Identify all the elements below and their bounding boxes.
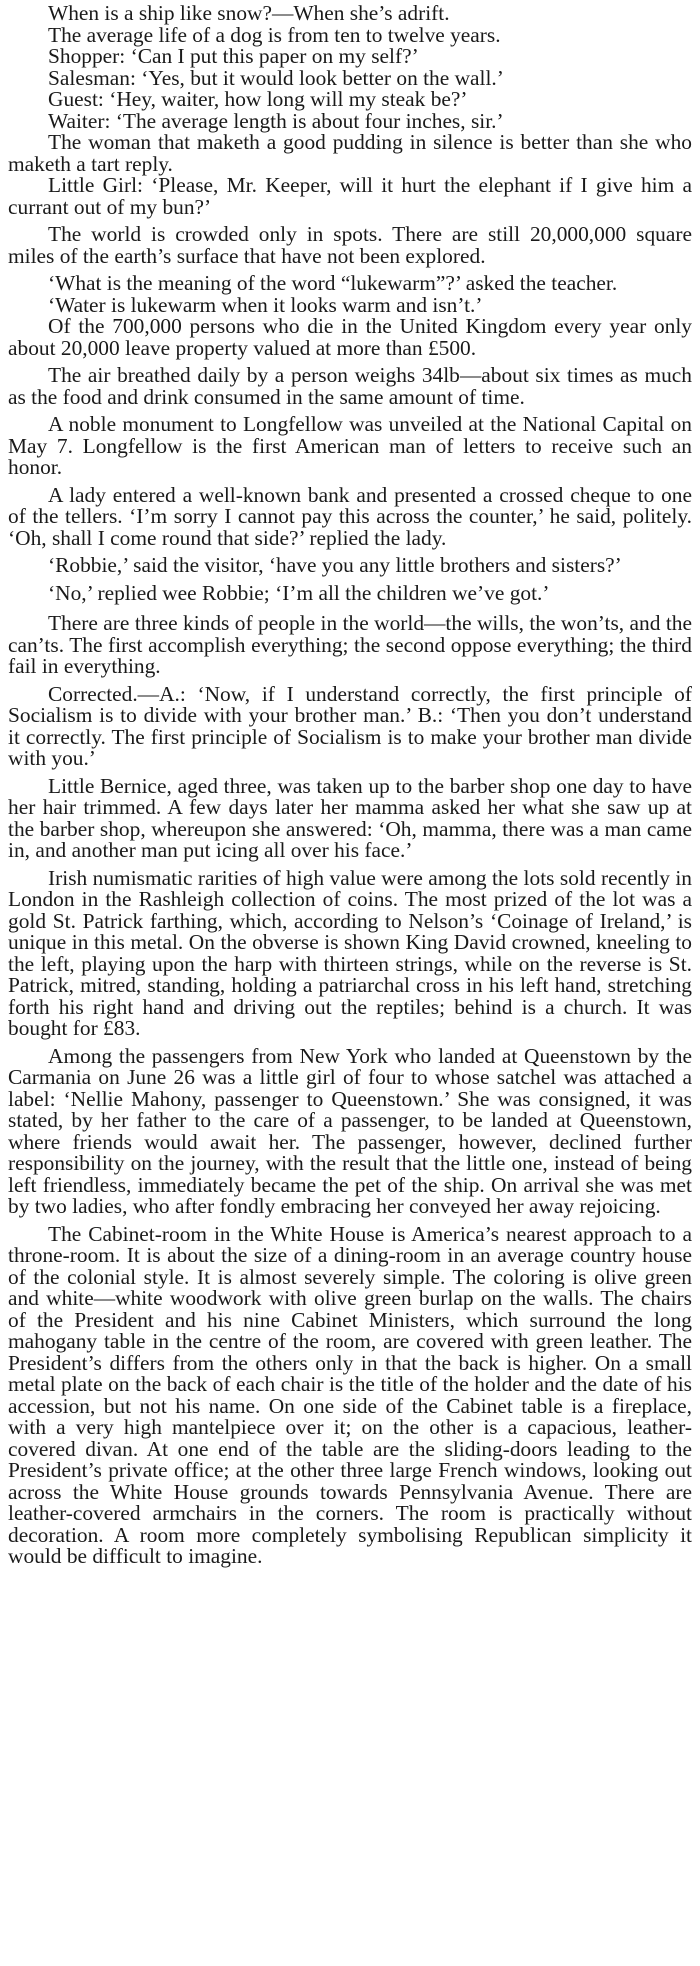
paragraph-bernice-barber: Little Bernice, aged three, was taken up to the barber shop one day to have her hair trimmed. A few days later her mamma asked her what she saw up at the barber shop, whereupon she answered: ‘Oh, mamma, there was a man came in, and another man put icing all over his face.’	[8, 773, 692, 862]
paragraph-unexplored-earth: The world is crowded only in spots. There are still 20,000,000 square miles of the earth’s surface that have not been explored.	[8, 222, 692, 268]
paragraph-longfellow-monument: A noble monument to Longfellow was unveiled at the National Capital on May 7. Longfellow is the first American man of letters to receive such an honor.	[8, 412, 692, 479]
paragraph-guest-line: Guest: ‘Hey, waiter, how long will my steak be?’	[48, 87, 468, 111]
paragraph-nellie-mahony: Among the passengers from New York who landed at Queenstown by the Carmania on June 26 was a little girl of four to whose satchel was attached a label: ‘Nellie Mahony, passenger to Queenstown.’ She was consigned, it was stated, by her father to the care of a passenger, to be landed at Queenstown, where friends would await her. The passenger, however, declined further responsibility on the journey, with the result that the little one, instead of being left friendless, immediately became the pet of the ship. On arrival she was met by two ladies, who after fondly embracing her conveyed her away rejoicing.	[8, 1043, 692, 1218]
paragraph-crossed-cheque: A lady entered a well-known bank and presented a crossed cheque to one of the tellers. ‘I’m sorry I cannot pay this across the counter,’ he said, politely. ‘Oh, shall I come round that side?’ replied the lady.	[8, 482, 692, 550]
paragraph-dog-life: The average life of a dog is from ten to twelve years.	[48, 22, 501, 47]
paragraph-elephant-bun: Little Girl: ‘Please, Mr. Keeper, will it hurt the elephant if I give him a currant out of my bun?’	[8, 173, 692, 219]
paragraph-shopper-line: Shopper: ‘Can I put this paper on my self?’	[48, 44, 419, 68]
paragraph-robbie-answer: ‘No,’ replied wee Robbie; ‘I’m all the children we’ve got.’	[48, 580, 550, 605]
paragraph-cabinet-room: The Cabinet-room in the White House is America’s nearest approach to a throne-room. It is about the size of a dining-room in an average country house of the colonial style. It is almost severely simple. The coloring is olive green and white—white woodwork with olive green burlap on the walls. The chairs of the President and his nine Cabinet Ministers, which surround the long mahogany table in the centre of the room, are covered with green leather. The President’s differs from the others only in that the back is higher. On a small metal plate on the back of each chair is the title of the holder and the date of his accession, but not his name. On one side of the Cabinet table is a fireplace, with a very high mantelpiece over it; on the other is a capacious, leather-covered divan. At one end of the table are the sliding-doors leading to the President’s private office; at the other three large French windows, looking out across the White House grounds towards Pennsylvania Avenue. There are leather-covered armchairs in the corners. The room is practically without decoration. A room more completely symbolising Republican simplicity it would be difficult to imagine.	[8, 1221, 692, 1568]
paragraph-salesman-line: Salesman: ‘Yes, but it would look better on the wall.’	[48, 65, 504, 90]
paragraph-socialism-corrected: Corrected.—A.: ‘Now, if I understand correctly, the first principle of Socialism is to divide with your brother man.’ B.: ‘Then you don’t understand it correctly. The first principle of Socialism is to make your brother man divide with you.’	[8, 681, 692, 770]
paragraph-waiter-line: Waiter: ‘The average length is about four inches, sir.’	[48, 108, 504, 133]
paragraph-pudding-proverb: The woman that maketh a good pudding in silence is better than she who maketh a tart reply.	[8, 130, 692, 176]
dialogue-wallpaper	[8, 46, 692, 132]
paragraph-lukewarm-question: ‘What is the meaning of the word “lukewarm”?’ asked the teacher.	[48, 271, 618, 295]
paragraph-lukewarm-answer: ‘Water is lukewarm when it looks warm and isn’t.’	[48, 292, 483, 317]
paragraph-robbie-question: ‘Robbie,’ said the visitor, ‘have you any little brothers and sisters?’	[48, 553, 622, 577]
paragraph-property-statistics: Of the 700,000 persons who die in the United Kingdom every year only about 20,000 leave property valued at more than £500.	[8, 314, 692, 360]
paragraph-three-kinds-of-people: There are three kinds of people in the world—the wills, the won’ts, and the can’ts. The first accomplish everything; the second oppose everything; the third fail in everything.	[8, 611, 692, 678]
paragraph-irish-coins: Irish numismatic rarities of high value were among the lots sold recently in London in the Rashleigh collection of coins. The most prized of the lot was a gold St. Patrick farthing, which, according to Nelson’s ‘Coinage of Ireland,’ is unique in this metal. On the obverse is shown King David crowned, kneeling to the left, playing upon the harp with thirteen strings, while on the reverse is St. Patrick, mitred, standing, holding a patriarchal cross in his left hand, stretching forth his right hand and driving out the reptiles; behind is a church. It was bought for £83.	[8, 865, 692, 1040]
paragraph-ship-snow-riddle: When is a ship like snow?—When she’s adrift.	[48, 1, 450, 25]
paragraph-air-breathed: The air breathed daily by a person weighs 34lb—about six times as much as the food and drink consumed in the same amount of time.	[8, 363, 692, 409]
